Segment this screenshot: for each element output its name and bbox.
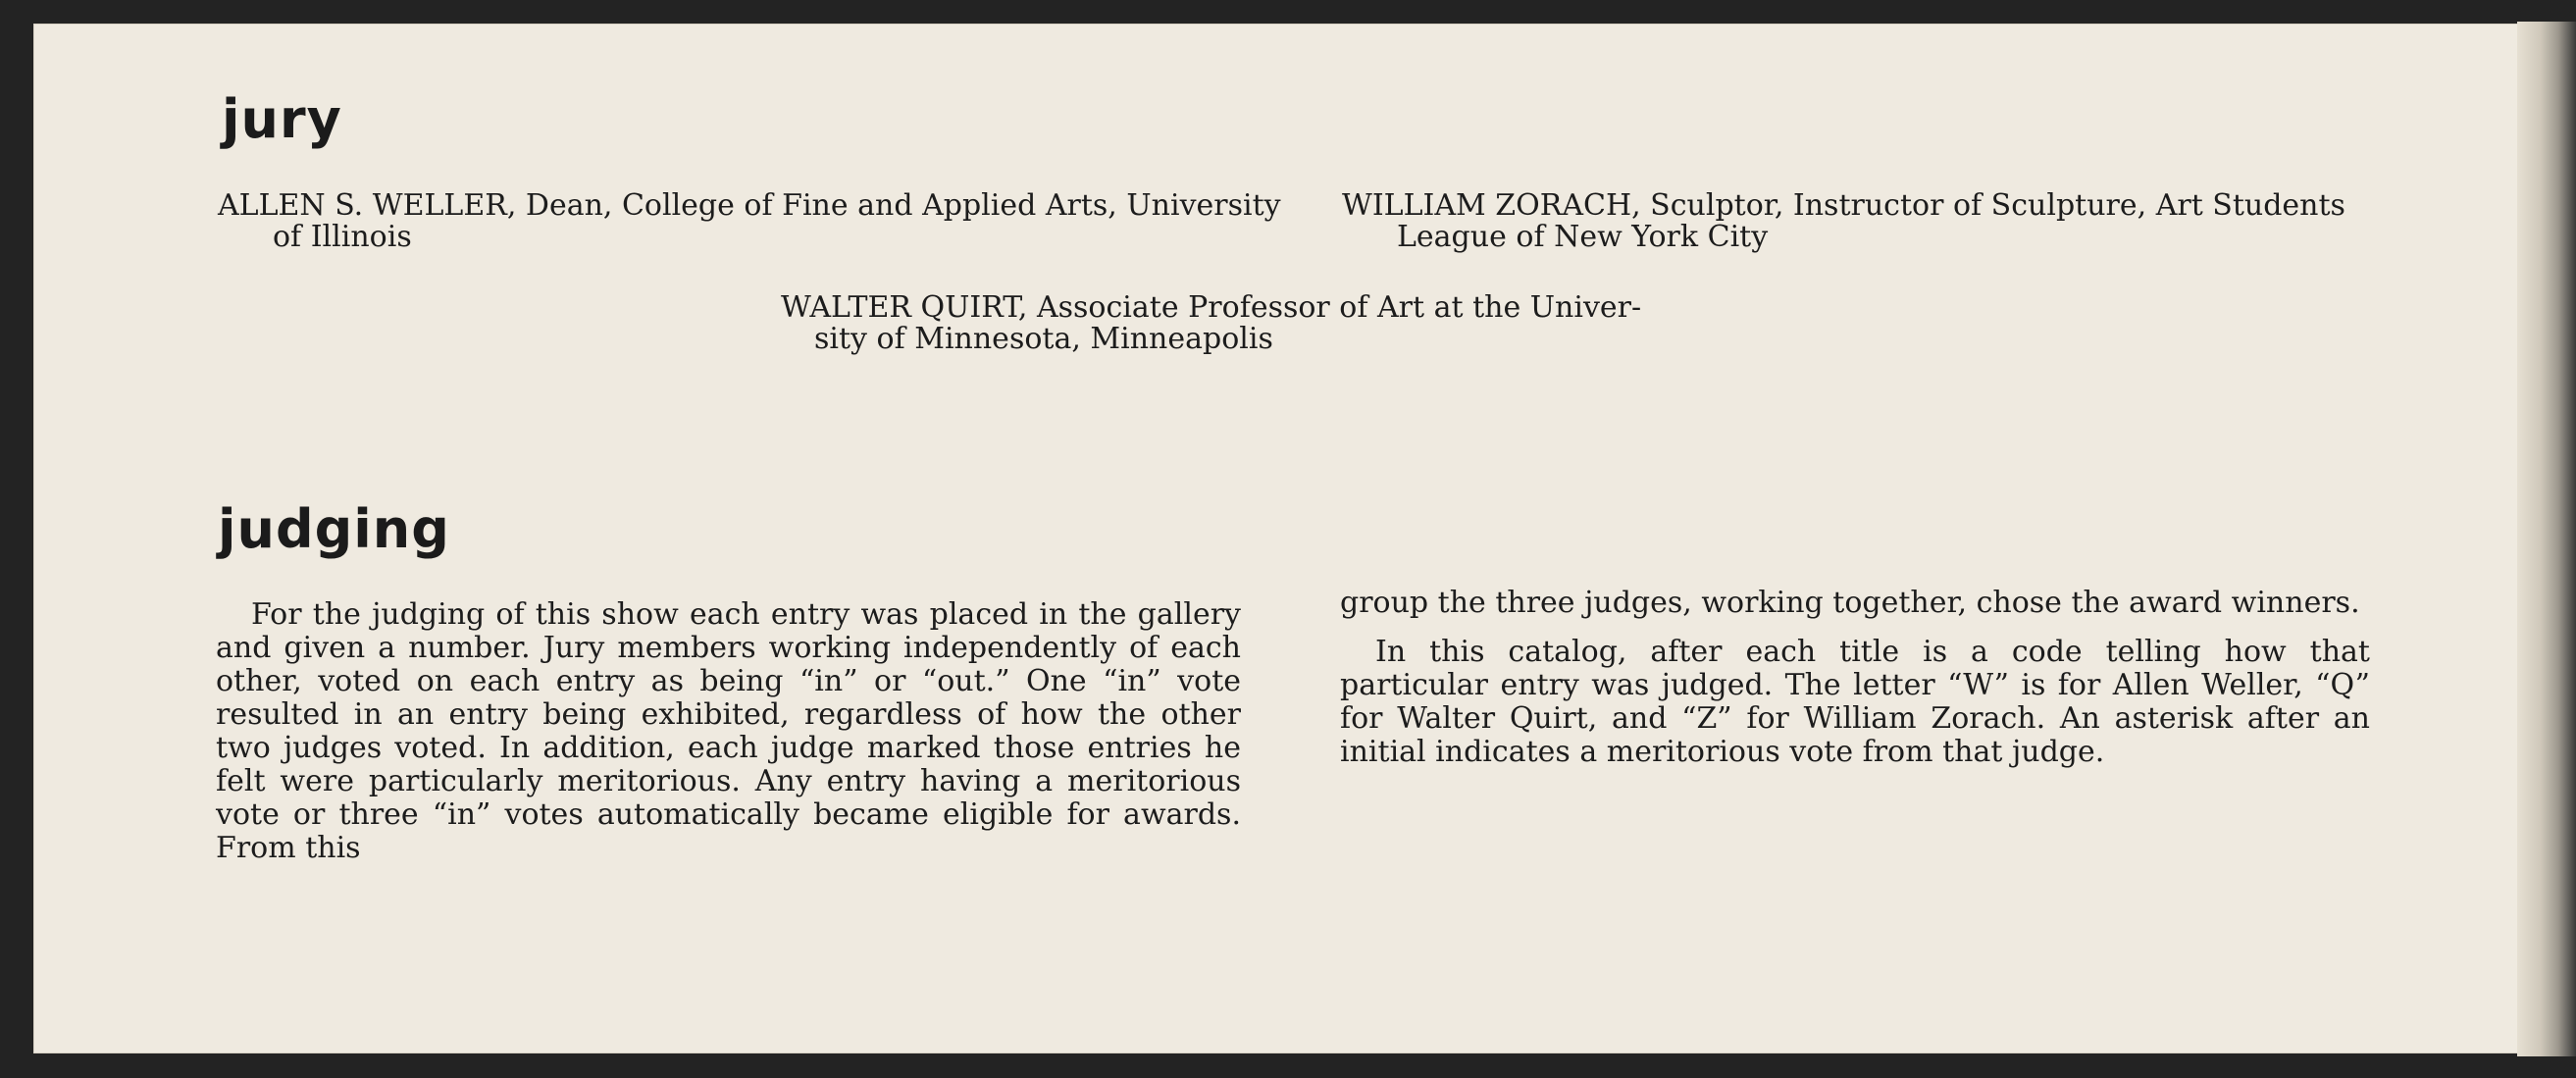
judging-column-right bbox=[1340, 587, 2370, 769]
judging-heading: judging bbox=[218, 498, 450, 560]
jury-heading: jury bbox=[222, 88, 342, 150]
judging-column-left bbox=[216, 598, 1241, 865]
judging-paragraph-2: group the three judges, working together, chose the award winners. bbox=[1340, 586, 2360, 620]
juror-weller: ALLEN S. WELLER, Dean, College of Fine and Applied Arts, University of Illinois bbox=[218, 188, 1281, 254]
page-edge bbox=[2517, 22, 2576, 1056]
juror-quirt-line-2: sity of Minnesota, Minneapolis bbox=[814, 322, 1273, 356]
judging-paragraph-3: In this catalog, after each title is a code telling how that particular entry was judged. The letter “W” is for Allen Weller, “Q” for Walter Quirt, and “Z” for William Zorach. An asterisk after an initial indicates a meritorious vote from that judge. bbox=[1340, 635, 2370, 769]
juror-quirt-line-1: WALTER QUIRT, Associate Professor of Art at the Univer- bbox=[781, 290, 1642, 325]
judging-paragraph-1: For the judging of this show each entry was placed in the gallery and given a number. Jury members working independently of each other, voted on each entry as being “in” or “out.” One “in” vote resulted in an entry being exhibited, regardless of how the other two judges voted. In addition, each judge marked those entries he felt were particularly meritorious. Any entry having a meritorious vote or three “in” votes automatically became eligible for awards. From this bbox=[216, 597, 1241, 865]
juror-zorach: WILLIAM ZORACH, Sculptor, Instructor of Sculpture, Art Students League of New York City bbox=[1342, 188, 2345, 254]
